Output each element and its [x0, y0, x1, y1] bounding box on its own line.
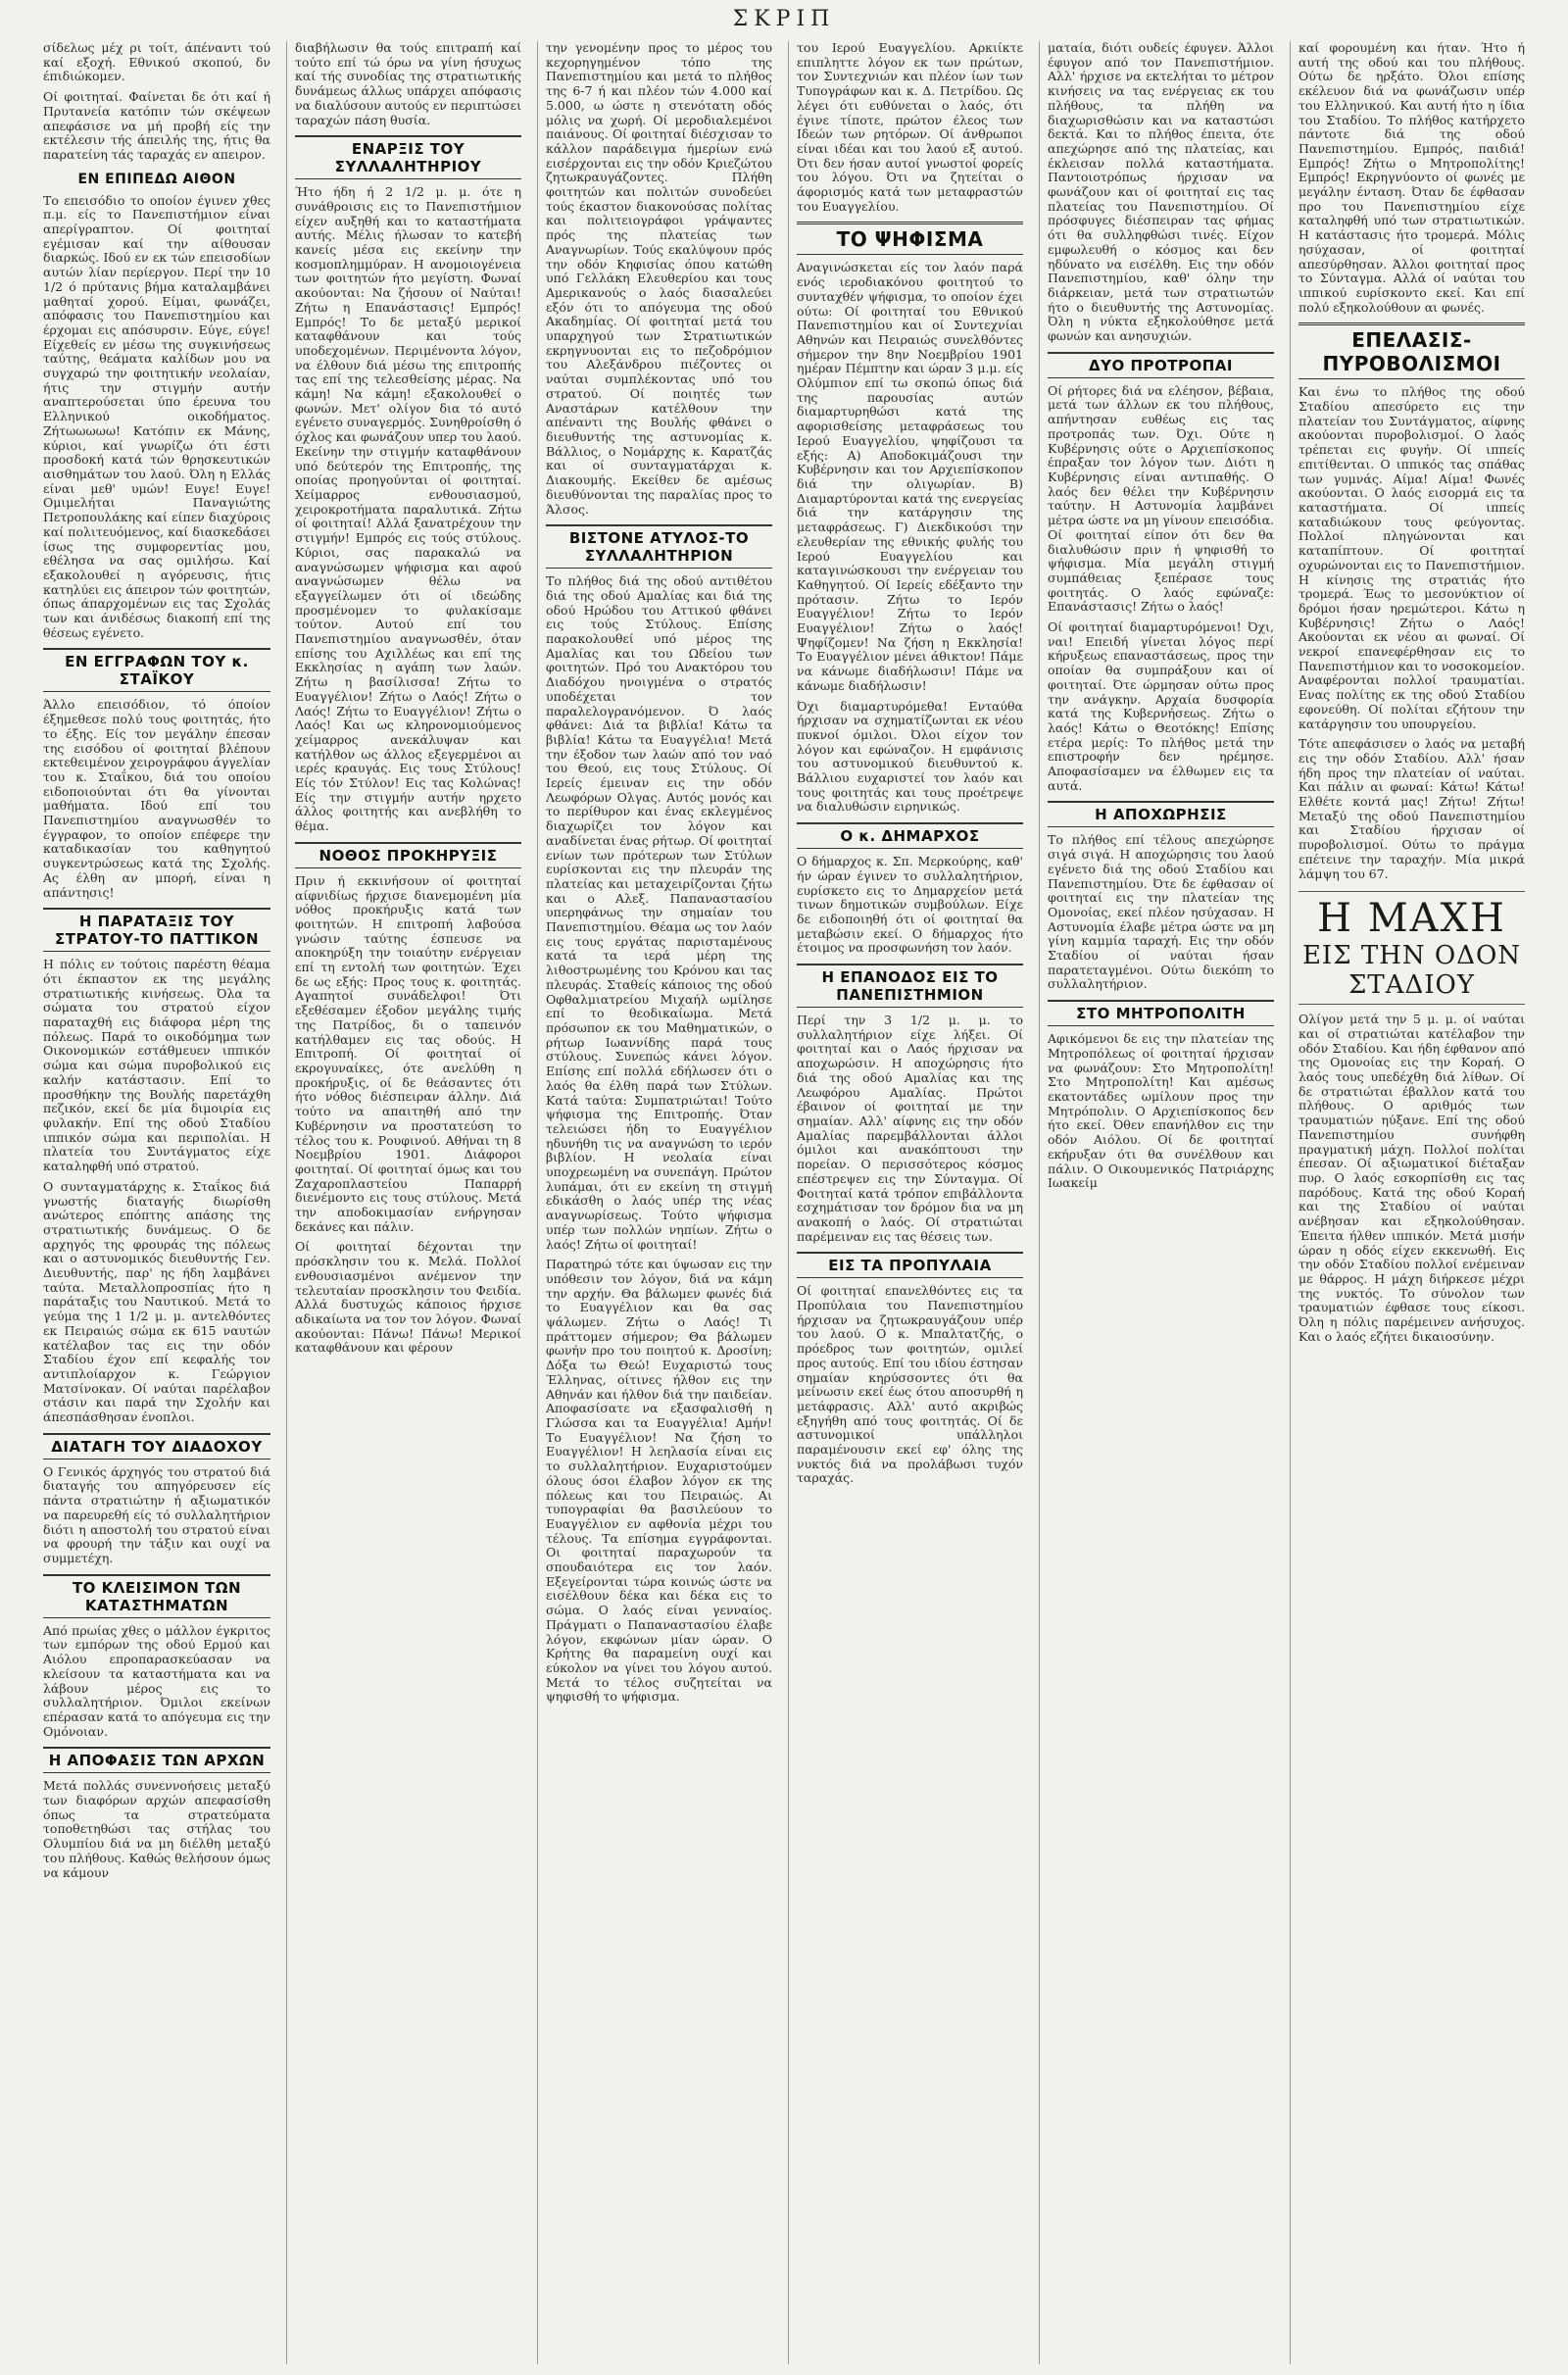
column-3 — [537, 41, 780, 2364]
article-paragraph: Ήτο ήδη ή 2 1/2 μ. μ. ότε η συνάθροισις εις το Πανεπιστήμιον είχεν αυξηθή και το καταστήματα αυτής. Μέλις ήλωσαν το κατεβή κανείς μέσα εις εκείνην την κοσμοπλημμύραν. Η ανομοιογένεια των φοιτητών ήτο μεγίστη. Φωναί ακούονται: Να ζήσουν οί Ναύται! Ζήτω η Επανάστασις! Εμπρός! Εμπρός! Το δε μεταξύ μερικοί καταφθάνουν και τούς υποδεχομένων. Περιμένοντα λόγον, να έλθουν διά μέσω της επιτροπής τας επί της τελεσθείσης μέρας. Να κάμη! Να κάμη! εξακολουθεί ο φωνών. Μετ' ολίγον δια τό αυτό εγένετο συναγερμός. Συνηθροίσθη ό όχλος και φωνάζουν υπερ του λαού. Εκείνην την στιγμήν καταφθάνουν υπό δεύτερόν της Επιτροπής, της οποίας προηγούνται οί φοιτηταί. Χείμαρρος ενθουσιασμού, χειροκροτήματα παραλυτικά. Ζήτω οί φοιτηταί! Αλλά ξανατρέχουν την στιγμήν! Εμπρός εις τούς στύλους. Κύριοι, σας παρακαλώ να αναγνώσωμεν ψήφισμα και αφού αναγνώσωμεν θέλω να εξαγγείλωμεν ότι οί ιδεώδης προσμένομεν το φυλακίσαμε τούτον. Αυτού επί του Πανεπιστημίου αναγνωσθέν, όταν επίσης του Αχιλλέως και επί της Εκκλησίας η αγάπη των λαών. Ζήτω η βασίλισσα! Ζήτω το Ευαγγέλιον! Ζήτω ο Λαός! Ζήτω ο Λαός! Ζήτω το Ευαγγέλιον! Ζήτω ο Λαός! Και ως κληρονομιούμενος χείμαρρος ανεκάλυψαν και κατήλθον ως άλλος εξεγερμένοι αι ιερές κραυγάς. Εις τους Στύλους! Είς τόν Στύλον! Εις τας Κολώνας! Είς την στιγμήν αυτήν ηρχετο άλλος φοιτητής και ανεβλήθη το θέμα. — [295, 184, 521, 834]
article-paragraph: Το επεισόδιο το οποίον έγινεν χθες π.μ. είς το Πανεπιστήμιον είναι απερίγραπτον. Οί φοιτηταί εγέμισαν καί την αίθουσαν διαρκώς. Ιδού εν εκ τών επεισοδίων αυτών λίαν περίεργον. Περί την 10 1/2 ό πρύτανις βήμα καταλαμβάνει μαθηταί χορού. Είμαι, φωνάζει, απόφασις του Πανεπιστημίου και έρχομαι εις απόσυρσιν. Εύγε, εύγε! Είχεθείς εν μέσω της συγκινήσεως ταύτης, θεάματα καλίδων μου να συγχαρώ την φοιτητικήν νεολαίαν, ήτις την στιγμήν αυτήν αναπτερούσεται ύπο έρευνα του Ελληνικού οικοδήματος. Ζήτωωωωω! Κατόπιν εκ Μάνης, κύριοι, καί γνωρίζω ότι έστι προσδοκή κατά τών θρησκευτικών αισθημάτων του λαού. Όλη η Ελλάς είναι μεθ' υμών! Ευγε! Ευγε! Ομιμελήται Παναγιώτης Πετροπουλάκης καί είπεν διαχύροις καί πολιτευόμενος, καί διασκεδάσει ίσως της συμφορεντίας μου, εθέλησα να σας ομιλήσω. Καί εξακολουθεί η αγόρευσις, ήτις κατηλύει εις άπειρον τών φοιτητών, όπως άπαρχομένων εις τας Σχολάς των και άνιδέσως διακοπή επί της θέσεως εγένετο. — [43, 192, 270, 640]
text-columns — [35, 41, 1533, 2364]
article-paragraph: σίδελως μέχ ρι τοίτ, άπέναντι τού καί εξοχή. Εθνικού σκοπού, δν έπιδιώκομεν. — [43, 41, 270, 84]
article-paragraph: Το πλήθος διά της οδού αντιθέτου διά της οδού Αμαλίας και διά της οδού Ηρώδου του Αττικού φθάνει εις τούς Στύλους. Επίσης παρακολουθεί υπό μέρος της Αμαλίας και του Ωδείου των φοιτητών. Πρό του Ανακτόρου του Διαδόχου ηνοιγμένα ο στρατός υποδέχεται τον παραλελογρανόμενον. Ό λαός φθάνει: Διά τα βιβλία! Κάτω τα βιβλία! Κάτω τα Ευαγγέλια! Μετά την έξοδον των λαών από τον ναό του Θεού, εις τους Στύλους. Οί Ιερείς έμειναν εις την οδόν Λεωφόρων Ολγας. Αυτός μονός και το περίθυρον και ένας εκλεγμένος διαχωρίζει τον λόγον και αναδίνεται ένας ρήτωρ. Οί φοιτηταί ενίων των πρότερων των Στύλων ευρίσκονται εις την πλευράν της πλατείας και μεταχειρίζονται ζήτω και ο Αλεξ. Παπαναστασίου υπερηφάνως την σημαίαν του Πανεπιστημίου. Θέαμα ως τον λαόν εις τους εργάτας παρισταμένους κατά τα ιερά μέρη της λιθοστρωμένης του Κρόνου και τας πλευράς. Σταθείς κάποιος της οδού Οφθαλμιατρείου Μιχαήλ ωμίλησε επί το θεοδικαίωμα. Μετά πρόσωπον εκ του Μαθηματικών, ο ρήτωρ Ιωαννίδης παρά τους στύλους. Συνεπώς κάνει λόγον. Επίσης επί πολλά εδήλωσεν ότι ο λαός θα έλθη παρά των Στύλων. Κατά ταύτα: Συμπατριώται! Τούτο ψήφισμα της Επιτροπής. Όταν τελειώσει ήδη το Ευαγγέλιον ηδυνήθη τις να αναγνώση το ιερόν βιβλίον. Η νεολαία είναι υποχρεωμένη να συνεπάγη. Πρώτον λυπάμαι, ότι εν εκείνη τη στιγμή εδικάσθη ο λαός υπέρ της νέας αναγνωρίσεως. Τούτο ψήφισμα υπέρ των πολλών νηπίων. Ζήτω ο λαός! Ζήτω οί φοιτηταί! — [546, 573, 772, 1252]
column-5 — [1039, 41, 1282, 2364]
article-paragraph: Αφικόμενοι δε εις την πλατείαν της Μητροπόλεως οί φοιτηταί ήρχισαν να φωνάζουν: Στο Μητροπολίτη! Στο Μητροπολίτη! Και αμέσως εκατοντάδες ωμίλουν προς την Μητρόπολιν. Ο Αρχιεπίσκοπος δεν ήτο εκεί. Όθεν επανήλθον εις την οδόν Αιόλου. Οί δε φοιτηταί εκήρυξαν ότι θα συνέλθουν και πάλιν. Ο Οικουμενικός Πατριάρχης Ιωακείμ — [1048, 1031, 1274, 1191]
article-paragraph: Οί φοιτηταί δέχονται την πρόσκλησιν του κ. Μελά. Πολλοί ενθουσιασμένοι ανέμενον την τελευταίαν προσκλησιν του Φειδία. Αλλά δυστυχώς κάποιος ήρχισε αδικαίωτα να τον τον λόγον. Φωναί ακούονται: Πάνω! Πάνω! Μερικοί καταφθάνουν και φέρουν — [295, 1239, 521, 1356]
section-heading: ΣΤΟ ΜΗΤΡΟΠΟΛΙΤΗ — [1048, 1000, 1274, 1026]
article-paragraph: Αναγινώσκεται είς τον λαόν παρά ενός ιεροδιακόνου φοιτητού το συνταχθέν ψήφισμα, το οποίον έχει ούτω: Οί φοιτηταί του Εθνικού Πανεπιστημίου και οί Συντεχνίαι Αθηνών και Πειραιώς συνελθόντες σήμερον την 8ην Νοεμβρίου 1901 ημέραν Πέμπτην και ώραν 3 μ.μ. είς Ολύμπιον επί τω σκοπώ όπως διά της παρουσίας αυτών διαμαρτυρηθώσι κατά της αφορισθείσης μεταφράσεως του Ιερού Ευαγγελίου, ψηφίζουσι τα εξής: Α) Αποδοκιμάζουσι την Κυβέρνησιν και τον Αρχιεπίσκοπον διά την ολιγωρίαν. Β) Διαμαρτύρονται κατά της ενεργείας διά την κατάργησιν της μεταφράσεως. Γ) Διεκδικούσι την ελευθερίαν της εθνικής φυλής του Ιερού Ευαγγελίου και καταγινώσκουσι την ενέργειαν του Καθηγητού. Οί Ιερείς εδέξαντο την πρότασιν. Ζήτω το Ιερόν Ευαγγέλιον! Ζήτω το Ιερόν Ευαγγέλιον! Ζήτω ο λαός! Ψηφίζομεν! Να ζήση η Εκκλησία! Το Ευαγγέλιον μένει άθικτον! Πάμε να κάνωμε διαδήλωσιν! Πάμε να κάνωμε διαδήλωσιν! — [797, 260, 1023, 693]
section-heading: ΕΠΕΛΑΣΙΣ-ΠΥΡΟΒΟΛΙΣΜΟΙ — [1298, 322, 1525, 379]
section-heading: Ο κ. ΔΗΜΑΡΧΟΣ — [797, 822, 1023, 849]
column-4 — [788, 41, 1031, 2364]
article-paragraph: Όχι διαμαρτυρόμεθα! Ενταύθα ήρχισαν να σχηματίζωνται εκ νέου πυκνοί όμιλοι. Όλοι είχον τον λόγον και εφώναζον. Η εμφάνισις του αστυνομικού διευθυντού κ. Βάλλιου ευχαριστεί τον λαόν και τους φοιτητάς και τους προέτρεψε να διαλυθώσιν ειρηνικώς. — [797, 698, 1023, 815]
article-paragraph: Ο δήμαρχος κ. Σπ. Μερκούρης, καθ' ήν ώραν έγινεν το συλλαλητήριον, ευρίσκετο εις το Δημαρχείον μετά τινων δημοτικών συμβούλων. Είχε δε ειδοποιηθή ότι οί φοιτηταί θα μεταβώσιν εκεί. Ο δήμαρχος ήτο έτοιμος να προσφωνήση τον λαόν. — [797, 854, 1023, 956]
section-heading: Η ΕΠΑΝΟΔΟΣ ΕΙΣ ΤΟ ΠΑΝΕΠΙΣΤΗΜΙΟΝ — [797, 964, 1023, 1008]
section-heading: ΕΝ ΕΠΙΠΕΔΩ ΑΙΘΟΝ — [77, 171, 236, 187]
section-heading: ΝΟΘΟΣ ΠΡΟΚΗΡΥΞΙΣ — [295, 842, 521, 868]
section-heading: Η ΑΠΟΧΩΡΗΣΙΣ — [1048, 801, 1274, 827]
article-paragraph: Οί φοιτηταί. Φαίνεται δε ότι καί ή Πρυτανεία κατόπιν τών σκέψεων απεφάσισε να μή προβή είς την εκτέλεσιν τής άπειλής της, ήτις θα παρατείνη τάς ταραχάς εν απειρον. — [43, 89, 270, 162]
article-paragraph: Οί φοιτηταί διαμαρτυρόμενοι! Όχι, ναι! Επειδή γίνεται λόγος περί κήρυξεως επαναστάσεως, προς την οποίαν θα συμπράξουν και οί φοιτηταί. Ότε ώρμησαν ούτω προς την ανάγκην. Αρχαία δυσφορία κατά της Κυβερνήσεως. Ζήτω ο λαός! Κάτω ο Θεοτόκης! Επίσης ετέρα μερίς: Το πλήθος μετά την επιστροφήν δεν ηρέμησε. Αποφασίσαμεν να έλθωμεν εις τα αυτά. — [1048, 619, 1274, 793]
headline-line-2: ΕΙΣ ΤΗΝ ΟΔΟΝ ΣΤΑΔΙΟΥ — [1301, 941, 1522, 1001]
article-paragraph: Περί την 3 1/2 μ. μ. το συλλαλητήριον είχε λήξει. Οί φοιτηταί και ο Λαός ήρχισαν να αποχωρώσιν. Η αποχώρησις ήτο διά της οδού Αμαλίας και της Λεωφόρου Αμαλίας. Πρώτοι έβαινον οί φοιτηταί με την σημαίαν. Αλλ' αίφνης εις την οδόν Αμαλίας παρεμβάλλονται άλλοι όμιλοι και ανακόπτουσι την πορείαν. Ο περισσότερος κόσμος επέστρεψεν εις την Σύνταγμα. Οί Φοιτηταί κατά τρόπον επιβάλλοντα εσχημάτισαν τον δρόμον δια να μη ανακοπή ο λαός. Οί στρατιώται παρέμειναν εις τας θέσεις των. — [797, 1013, 1023, 1244]
article-paragraph: Οί φοιτηταί επανελθόντες εις τα Προπύλαια του Πανεπιστημίου ήρχισαν να ζητωκραυγάζουν υπέρ του λαού. Ο κ. Μπαλτατζής, ο πρόεδρος των φοιτητών, ομιλεί προς αυτούς. Επί του ιδίου έστησαν σημαίαν κηρύσσοντες ότι θα μείνωσιν εκεί έως ότου αποσυρθή η μετάφρασις. Αλλ' αυτό ακριβώς εξηγήθη από τους φοιτητάς. Οί δε αστυνομικοί υπάλληλοι παραμένουσιν εκεί εφ' όλης της νυκτός διά να προλάβωσι τυχόν ταραχάς. — [797, 1283, 1023, 1486]
article-paragraph: την γενομένην προς το μέρος του κεχορηγημένον τόπο της Πανεπιστημίου και μετά το πλήθος της 6-7 ή και πλέον τών 4.000 καί 5.000, ω ώστε η στενότατη οδός μόλις να χωρή. Οί μεροδιαλεμένοι παιάνους. Οί φοιτηταί διέσχισαν το κάλλον παράδειγμα ήμερίων ενώ εισέρχονται εις την οδόν Κριεζώτου ζητωκραυγάζοντες. Πλήθη φοιτητών και πολιτών συνοδεύει τούς έκαστον διακονούσας πολίτας και πολιτειογράφοι γράψαντες πρός της πλατείας των Αναγνωρίων. Τούς εκαλύψουν πρός την οδόν Κηφισίας όπου κατώθη υπό Γελλάκη Ελευθερίου και τους Αμερικανούς ο λαός διασαλεύει εξόν ότι το απόγευμα της οδού Ακαδημίας. Οί φοιτηταί μετά του υπαρχηγού των Στρατιωτικών εκρηγνυονται εις το πεζοδρόμιον του Αλεξάνδρου πιέζοντες οι ναύται συμπλέκοντας υπό του στρατού. Οί ποιητές των Αναστάρων κατέλθουν την απέναντι της Βουλής φθάνει ο διευθυντής της αστυνομίας κ. Βάλλιος, ο Νομάρχης κ. Καρατζάς και οί συνταγματάρχαι κ. Διακουμής. Εκείθεν δε αμέσως διευθύνονται της παραλίας προς το Άλσος. — [546, 41, 772, 517]
article-paragraph: Άλλο επεισόδιον, τό όποίον έξημεθεσε πολύ τους φοιτητάς, ήτο το έξης. Είς τον μεγάλην έπεσαν της εισόδου οί φοιτηταί βλέπουν εκτεθειμένον χειρογράφου άγγελίαν του κ. Σταΐκου, διά του οποίου ειδοποιούνται ότι θα γίνονται μαθήματα. Ιδού επί του Πανεπιστημίου αναγνωσθέν το έγγραφον, το οποίον επέφερε την καταδικασίαν του καθηγητού συγκεντρώσεως κατά της Σχολής. Ας έλθη αν μπορή, είναι η απάντησις! — [43, 697, 270, 900]
article-paragraph: Τότε απεφάσισεν ο λαός να μεταβή εις την οδόν Σταδίου. Αλλ' ήσαν ήδη προς την πλατείαν οί ναύται. Και πάλιν αι φωναί: Κάτω! Κάτω! Ελθέτε κοντά μας! Ζήτω! Ζήτω! Μεταξύ της οδού Πανεπιστημίου και Σταδίου ήρχισαν οί πυροβολισμοί. Ούτω το πράγμα επέτεινε την ταραχήν. Μία μικρά λάμψη του 67. — [1298, 736, 1525, 881]
article-paragraph: καί φορουμένη και ήταν. Ήτο ή αυτή της οδού και του πλήθους. Ούτω δε ηρξάτο. Όλοι επίσης εκέλευον διά να φωνάζωσιν υπέρ του Ελληνικού. Και αυτή ήτο η ίδια του Σταδίου. Το πλήθος κατήρχετο πάντοτε διά της οδού Πανεπιστημίου. Εμπρός, παιδιά! Εμπρός! Ζήτω ο Μητροπολίτης! Εμπρός! Εκρηγνύοντο οί φωνές με μεγάλην ένταση. Όταν δε έφθασαν προ του Πανεπιστημίου είχε καταληφθή υπό των στρατιωτικών. Η κατάστασις ήτο τρομερά. Μόλις ησύχασαν, οί φοιτηταί απεσύρθησαν. Άλλοι φοιτηταί προς το Σύνταγμα. Αλλά οί ναύται του ιππικού ευρίσκοντο εκεί. Και επί πολύ εξηκολούθουν αι φωνές. — [1298, 41, 1525, 315]
article-paragraph: Ολίγον μετά την 5 μ. μ. οί ναύται και οί στρατιώται κατέλαβον την οδόν Σταδίου. Και ήδη έφθανον από της Ομονοίας εις την Κοραή. Ο λαός τους υπεδέχθη διά λίθων. Οί δε στρατιώται έβαλλον κατά του πλήθους. Ο αριθμός των τραυματιών ηύξανε. Επί της οδού Πανεπιστημίου συνήφθη πραγματική μάχη. Πολλοί πολίται έπεσαν. Οί αξιωματικοί διέταξαν πυρ. Ο λαός εσκορπίσθη εις τας παρόδους. Κατά της οδού Κοραή και της Σταδίου οί ναύται ανέβησαν και εξηκολούθησαν. Έπειτα ήλθεν ιππικόν. Μετά μισήν ώραν η οδός είχεν εκκενωθή. Εις την οδόν Σταδίου πολλοί ενέμειναν με θάρρος. Η μάχη διήρκεσε μέχρι της νυκτός. Το σύνολον των τραυματιών έφθασε τους είκοσι. Όλη η πόλις παρέμεινεν ανήσυχος. Και ο λαός εζήτει δικαιοσύνην. — [1298, 1012, 1525, 1344]
section-heading: Η ΠΑΡΑΤΑΞΙΣ ΤΟΥ ΣΤΡΑΤΟΥ-ΤΟ ΠΑΤΤΙΚΟΝ — [43, 908, 270, 952]
article-paragraph: Και ένω το πλήθος της οδού Σταδίου απεσύρετο εις την πλατείαν του Συντάγματος, αίφνης ακούονται πυροβολισμοί. Ο λαός τρέπεται εις φυγήν. Οί ιππείς επιτίθενται. Ο ιππικός τας σπάθας των γυμνάς. Αίμα! Αίμα! Φωνές ακούονται. Ο λαός εισορμά εις τα καταστήματα. Οί ιππείς καταδιώκουν τους φεύγοντας. Πολλοί πληγώνονται και καταπίπτουν. Οί φοιτηταί οχυρώνονται εις το Πανεπιστήμιον. Η κίνησις της στρατιάς ήτο τρομερά. Έως το μεσονύκτιον οί δρόμοι ήσαν ηρεμώτεροι. Κάτω η Κυβέρνησις! Ζήτω ο Λαός! Ακούονται εκ νέου αι φωναί. Οί νεκροί επανεφέρθησαν εις το Πανεπιστήμιον και το νοσοκομείον. Αναφέρονται πολλοί τραυματίαι. Ενας πολίτης εκ της οδού Σταδίου εφονεύθη. Οί πολίται εζήτουν την κατάργησιν του υπουργείου. — [1298, 384, 1525, 731]
section-heading: ΤΟ ΨΗΦΙΣΜΑ — [797, 222, 1023, 255]
section-heading: ΕΝΑΡΞΙΣ ΤΟΥ ΣΥΛΛΑΛΗΤΗΡΙΟΥ — [295, 135, 521, 179]
article-paragraph: διαβήλωσιν θα τούς επιτραπή καί τούτο επί τώ όρω να γίνη ήσυχως καί τής συνοδίας της στρατιωτικής δυνάμεως άλλως υπάρχει απόφασις να διαλύσουν αυτούς εν περιπτώσει ταραχών πάση θυσία. — [295, 41, 521, 127]
article-paragraph: ματαία, διότι ουδείς έφυγεν. Άλλοι έφυγον από τον Πανεπιστήμιον. Αλλ' ήρχισε να εκτελήται το μέτρον κινήσεις να τας ενέργειας εκ του πλήθους, τα πλήθη να διαχωρισθώσιν και να καταστώσι δεκτά. Και το πλήθος έπειτα, ότε απεχώρησε από της πλατείας, και έκλεισαν πολλά καταστήματα. Παντοιοτρόπως ήρχισαν να φωνάζουν και οί φοιτηταί εις τας πλατείας του Πανεπιστημίου. Οί πρόσφυγες διέσπειραν τας φήμας ότι θα συλληφθώσι τινές. Είχον εμφωλευθή ο κόσμος και δεν ηδύνατο να εισέλθη. Εις την οδόν Πανεπιστημίου, καθ' όλην την διάρκειαν, μετά των στρατιωτών ήτο ο διευθυντής της Αστυνομίας. Όλη η νύκτα εξηκολούθησε μετά φωνών και ανησυχιών. — [1048, 41, 1274, 344]
article-paragraph: Οί ρήτορες διά να ελέησον, βέβαια, μετά των άλλων εκ του πλήθους, απήντησαν ευθέως εις τας προτροπάς των. Όχι. Ούτε η Κυβέρνησις ούτε ο Αρχιεπίσκοπος έπραξαν τον λόγον των. Διότι η Κυβέρνησις είναι αντιπαθής. Ο λαός δεν θέλει την Κυβέρνησιν ταύτην. Η Αστυνομία λαμβάνει μέτρα ώστε να μη γίνουν επεισόδια. Οί φοιτηταί είπον ότι δεν θα διαλυθώσιν πριν ή ψηφισθή το ψήφισμα. Μία μεγάλη στιγμή συμπάθειας ξεπέρασε τους φοιτητάς. Ο λαός εφώναζε: Επανάστασις! Ζήτω ο λαός! — [1048, 382, 1274, 615]
section-heading: ΔΙΑΤΑΓΗ ΤΟΥ ΔΙΑΔΟΧΟΥ — [43, 1433, 270, 1460]
article-paragraph: Το πλήθος επί τέλους απεχώρησε σιγά σιγά. Η αποχώρησις του λαού εγένετο διά της οδού Σταδίου και Πανεπιστημίου. Ότε δε έφθασαν οί φοιτηταί εις την πλατείαν της Ομονοίας, εκεί πλέον ησύχασαν. Η Αστυνομία έλαβε μέτρα ώστε να μη γίνη καμμία ταραχή. Εις την οδόν Σταδίου οί ναύται ήσαν παρατεταγμένοι. Ούτω διεκόπη το συλλαλητήριον. — [1048, 832, 1274, 992]
masthead-title: ΣΚΡΙΠ — [732, 7, 836, 31]
headline-the-battle — [1298, 891, 1525, 1005]
article-paragraph: Μετά πολλάς συνεννοήσεις μεταξύ των διαφόρων αρχών απεφασίσθη όπως τα στρατεύματα τοποθετηθώσι τας στήλας του Ολυμπίου διά να μη διέλθη μεταξύ του πλήθους. Καθώς θελήσουν όμως να κάμουν — [43, 1778, 270, 1880]
article-paragraph: Παρατηρώ τότε και ύψωσαν εις την υπόθεσιν τον λόγον, διά να κάμη την αρχήν. Θα βάλωμεν φωνές διά το Ευαγγέλιον και θα σας ψάλωμεν. Ζήτω ο Λαός! Τι πράττομεν σήμερον; Θα βάλωμεν φωνήν προ του ποιητού κ. Δροσίνη; Δόξα τω Θεώ! Ευχαριστώ τους Έλληνας, οίτινες ήλθον εις την Αθηνάν και ήλθον διά την παιδείαν. Αποφασίσατε να εξασφαλισθή η Γλώσσα και τα Ευαγγέλια! Αμήν! Το Ευαγγέλιον! Να ζήση το Ευαγγέλιον! Η λεηλασία είναι εις το συλλαλητήριον. Ευχαριστούμεν όλους όσοι έλαβον λόγον εκ της πόλεως και του Πειραιώς. Αι τυπογραφίαι θα βασιλεύουν το Ευαγγέλιον εν αφθονία μέχρι του τέλους. Τα επίσημα εγγράφονται. Οι φοιτηταί παραχωρούν τα σπουδαιότερα εις τον λαόν. Εξεγείρονται τώρα κοινώς ώστε να εισέλθουν δέκα και δέκα εις το σώμα. Ο λαός είναι γενναίος. Πράγματι ο Παπαναστασίου έλαβε λόγον, εκφώνων μίαν ώραν. Ο Κρήτης θα παραμείνη ουχί και εύκολον να γίνει του λόγου αυτού. Μετά το τέλος συζητείται να ψηφισθή το ψήφισμα. — [546, 1257, 772, 1705]
section-heading: ΕΙΣ ΤΑ ΠΡΟΠΥΛΑΙΑ — [797, 1252, 1023, 1278]
article-paragraph: Η πόλις εν τούτοις παρέστη θέαμα ότι έκπαστον εκ της μεγάλης στρατιωτικής κινήσεως. Όλα τα σώματα του στρατού είχον παραταχθή εις διάφορα μέρη της πόλεως. Παρά το οικοδόμημα των Οικονομικών εστάθμευεν ιππικόν σώμα και σώμα πυροβολικού εις καλήν κατάστασιν. Επί το προσθήκην της Βουλής παρετάχθη πεζικόν, εκεί δε μία διμοιρία εις φυλακήν. Επί της οδού Σταδίου ιππικόν σώμα και περιπολίαι. Η πλατεία του Συντάγματος είχε καταληφθή υπό στρατού. — [43, 957, 270, 1174]
section-heading: ΕΝ ΕΓΓΡΑΦΩΝ ΤΟΥ κ. ΣΤΑΪΚΟΥ — [43, 648, 270, 692]
section-heading: ΤΟ ΚΛΕΙΣΙΜΟΝ ΤΩΝ ΚΑΤΑΣΤΗΜΑΤΩΝ — [43, 1574, 270, 1618]
column-1 — [35, 41, 278, 2364]
article-paragraph: Από πρωίας χθες ο μάλλον έγκριτος των εμπόρων της οδού Ερμού και Αιόλου επροπαρασκεύασαν να κλείσουν τα καταστήματα και να λάβουν μέρος εις το συλλαλητήριον. Όμιλοι εκείνων επέρασαν κατά το απόγευμα εις την Ομόνοιαν. — [43, 1622, 270, 1739]
section-heading: Η ΑΠΟΦΑΣΙΣ ΤΩΝ ΑΡΧΩΝ — [43, 1747, 270, 1773]
column-2 — [286, 41, 529, 2364]
section-heading: ΒΙΣΤΟΝΕ ΑΤΥΛΟΣ-ΤΟ ΣΥΛΛΑΛΗΤΗΡΙΟΝ — [546, 524, 772, 569]
column-6 — [1290, 41, 1533, 2364]
article-paragraph: του Ιερού Ευαγγελίου. Αρκιίκτε επιπληττε λόγον εκ των πρώτων, τον Συντεχνιών και πλέον ίων των Τυπογράφων και κ. Δ. Πετρίδου. Ως λέγει ότι ευθύνεται ο λαός, ότι έγινε τίποτε, πρώτον έλεος των Ιδεών των ρητόρων. Οί άνθρωποι είναι ιδέαι και του λαού εξ αυτού. Ότι δεν ήσαν αυτοί γνωστοί φορείς του λόγου. Ότι να ζητείται ο άφορισμός κατά των μεταφραστών του Ευαγγελίου. — [797, 41, 1023, 214]
article-paragraph: Πριν ή εκκινήσουν οί φοιτηταί αίφνιδίως ήρχισε διανεμομένη μία νόθος προκήρυξις κατά των φοιτητών. Η επιτροπή λαβούσα γνώσιν ταύτης έσπευσε να αποκηρύξη την τοιαύτην ενέργειαν επί τη εντολή των φοιτητών. Έχει δε ως εξής: Προς τους κ. φοιτητάς. Αγαπητοί συνάδελφοι! Ότι εξεθέσαμεν έξοδον μεγάλης τιμής της Πατρίδος, δι ο ταπεινόν κατήλθαμεν εις τας οδούς. Η Επιτροπή. Οί φοιτηταί οί εκρογυναίκες, ότε ανελύθη η προκήρυξις, οί δε θεάσαντες ότι ήτο νόθος διέσπειραν άλλην. Διά τούτο να απαιτηθή από την Κυβέρνησιν να προστατεύση το τέλος του κ. Ρουφινού. Αθήναι τη 8 Νοεμβρίου 1901. Διάφοροι φοιτηταί. Οί φοιτηταί όμως και του Ζαχαροπλαστείου Παπαρρή διενέμοντο εις τους στύλους. Μετά την αποδοκιμασίαν ενήργησαν δεκάνες και πάλιν. — [295, 872, 521, 1234]
section-heading: ΔΥΟ ΠΡΟΤΡΟΠΑΙ — [1048, 352, 1274, 378]
article-paragraph: Ο συνταγματάρχης κ. Σταΐκος διά γνωστής διαταγής διωρίσθη ανώτερος επόπτης απάσης της στρατιωτικής δυνάμεως. Ο δε αρχηγός της φρουράς της πόλεως και ο αστυνομικός διευθυντής Γεν. Διευθυντής, παρ' ης ήδη λαμβάνει ταύτα. Μεταλλοπροσπίας ήτο η παράταξις του Ναυτικού. Μετά το γεύμα της 1 1/2 μ. μ. αντελθόντες εκ Πειραιώς σώμα εκ 615 ναυτών κατέλαβον τας εις την οδόν Σταδίου έχον επί κεφαλής τον αντιπλοίαρχον κ. Γεώργιον Ματσίνοκαν. Οί ναύται παρέλαβον στάσιν και παρά την Σχολήν και άπεσπάσθησαν ένοπλοι. — [43, 1178, 270, 1425]
headline-line-1: Η ΜΑΧΗ — [1317, 896, 1506, 942]
article-paragraph: Ο Γενικός άρχηγός του στρατού διά διαταγής του απηγόρευσεν είς πάντα στρατιώτην ή αξιωματικόν να παρευρεθή είς τό συλλαλητήριον διότι η αποστολή του στρατού είναι να φρουρή την τάξιν και ουχί να συμμετέχη. — [43, 1463, 270, 1565]
